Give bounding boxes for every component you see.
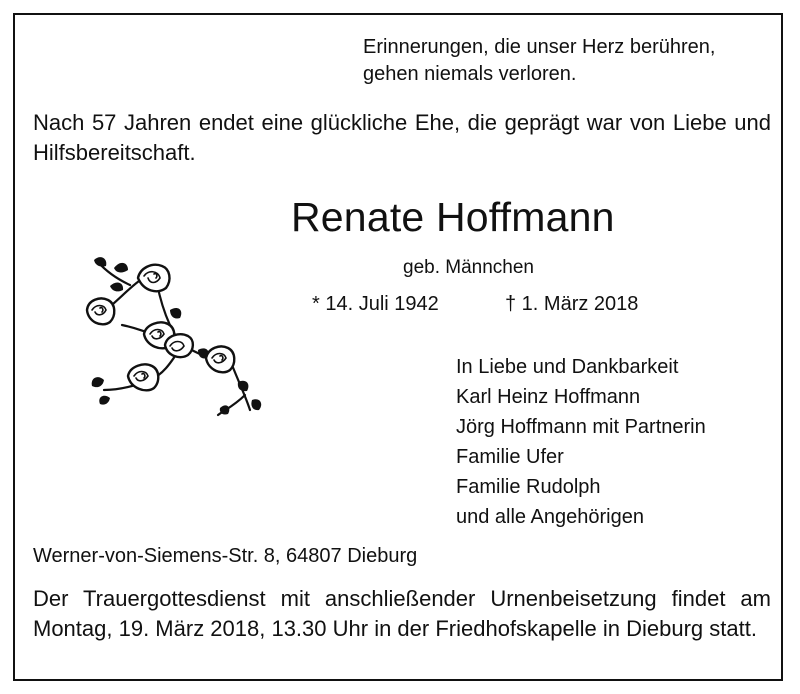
mourner-2: Jörg Hoffmann mit Partnerin bbox=[456, 416, 706, 438]
family-address: Werner-von-Siemens-Str. 8, 64807 Dieburg bbox=[33, 545, 418, 567]
roses-icon bbox=[70, 250, 280, 430]
deceased-name: Renate Hoffmann bbox=[291, 194, 615, 240]
service-info: Der Trauergottesdienst mit anschließender Urnenbeisetzung findet am Montag, 19. März 2018, 13.30 Uhr in der Friedhofskapelle in Dieburg statt. bbox=[33, 586, 771, 641]
death-date: † 1. März 2018 bbox=[505, 293, 639, 315]
memorial-quote bbox=[363, 34, 768, 88]
quote-line-1: Erinnerungen, die unser Herz berühren, bbox=[363, 36, 716, 58]
mourners-intro: In Liebe und Dankbarkeit bbox=[456, 356, 679, 378]
mourner-5: und alle Angehörigen bbox=[456, 506, 644, 528]
mourner-4: Familie Rudolph bbox=[456, 476, 601, 498]
birth-name: geb. Männchen bbox=[403, 257, 534, 278]
quote-line-2: gehen niemals verloren. bbox=[363, 63, 577, 85]
mourners-list bbox=[456, 352, 706, 532]
intro-text: Nach 57 Jahren endet eine glückliche Ehe, die geprägt war von Liebe und Hilfsbereitschaft. bbox=[33, 110, 771, 165]
mourner-3: Familie Ufer bbox=[456, 446, 564, 468]
mourner-1: Karl Heinz Hoffmann bbox=[456, 386, 641, 408]
birth-date: * 14. Juli 1942 bbox=[312, 293, 439, 315]
